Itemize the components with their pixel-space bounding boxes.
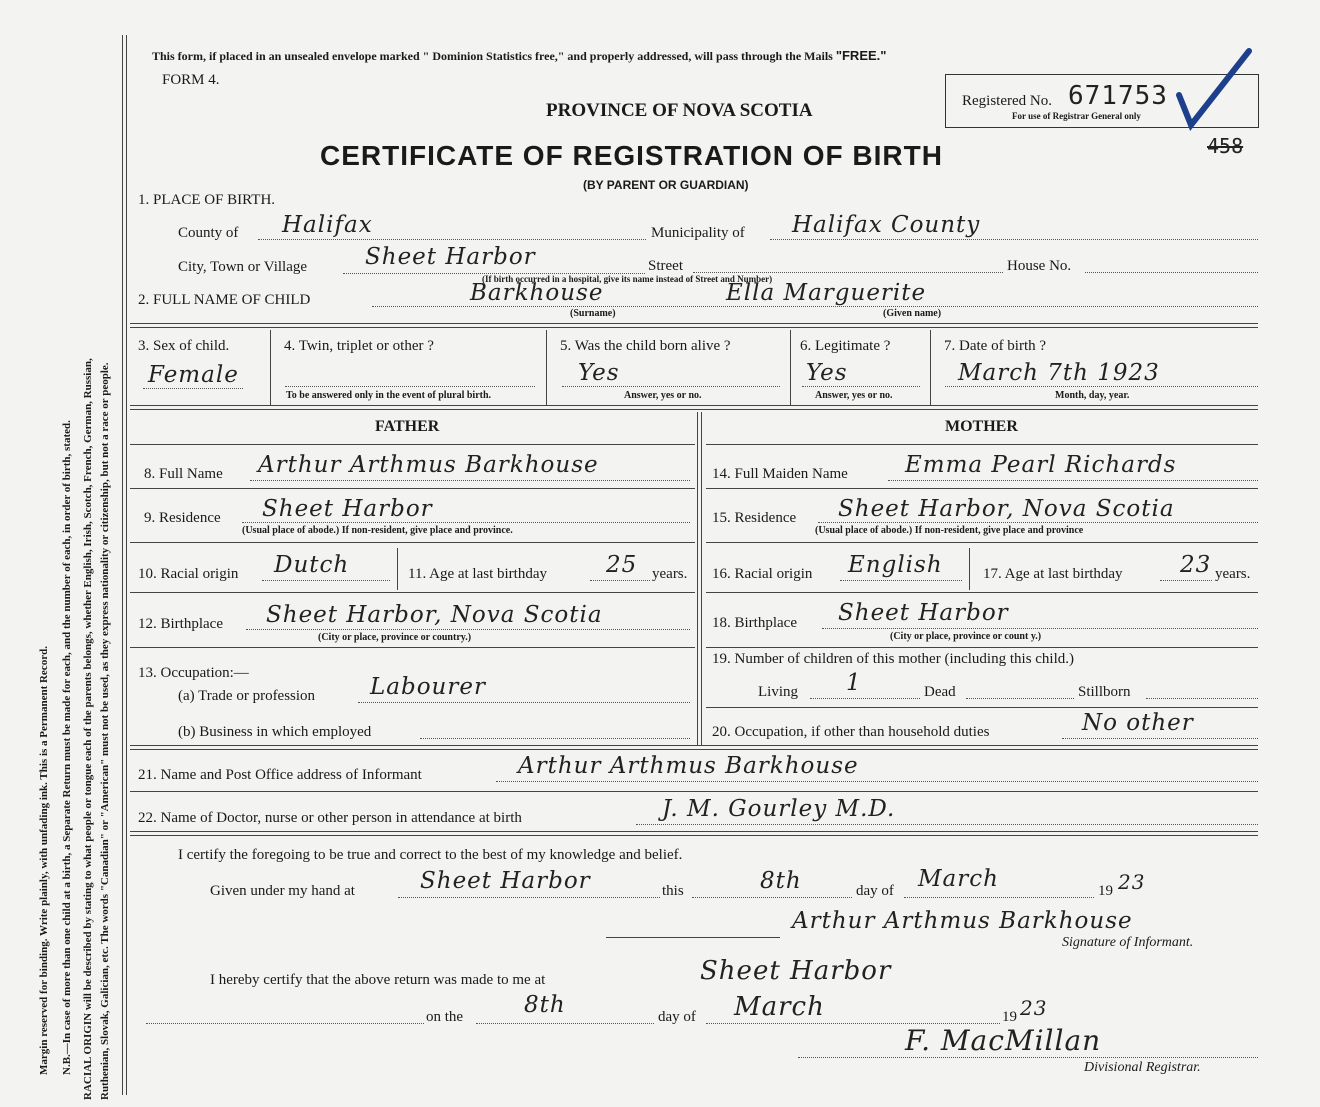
informant-label: 21. Name and Post Office address of Informant — [138, 767, 422, 783]
divider-row2 — [130, 323, 1258, 328]
child-name-label: 2. FULL NAME OF CHILD — [138, 292, 311, 308]
legitimate-value: Yes — [806, 360, 848, 386]
city-value: Sheet Harbor — [365, 244, 536, 270]
place-of-birth-heading: 1. PLACE OF BIRTH. — [138, 192, 276, 208]
registrar-day-line — [476, 1023, 654, 1024]
father-race-sep — [397, 548, 398, 590]
row3-sep-3 — [790, 330, 791, 405]
living-value: 1 — [846, 670, 862, 696]
living-line — [810, 698, 920, 699]
certificate-title: CERTIFICATE OF REGISTRATION OF BIRTH — [320, 140, 943, 171]
alive-label: 5. Was the child born alive ? — [560, 338, 731, 354]
registered-number: 671753 — [1068, 81, 1168, 111]
registrar-year-prefix: 19 — [1002, 1009, 1017, 1025]
father-residence-note: (Usual place of abode.) If non-resident, give place and province. — [242, 525, 513, 536]
registrar-signature: F. MacMillan — [905, 1024, 1102, 1057]
twin-note: To be answered only in the event of plural birth. — [286, 390, 492, 401]
father-heading-rule — [130, 444, 695, 445]
mother-rule-4 — [706, 647, 1258, 648]
mother-children-label: 19. Number of children of this mother (including this child.) — [712, 651, 1075, 667]
parents-column-divider — [697, 412, 702, 745]
informant-line — [496, 781, 1258, 782]
given-label: Given under my hand at — [210, 883, 355, 899]
postal-notice: This form, if placed in an unsealed envelope marked " Dominion Statistics free," and properly addressed, will pass through the Mails "FREE." — [152, 48, 887, 63]
surname-caption: (Surname) — [570, 308, 616, 319]
legitimate-line — [802, 386, 920, 387]
certificate-subtitle: (BY PARENT OR GUARDIAN) — [583, 178, 749, 192]
father-age-line — [590, 580, 650, 581]
father-birthplace-note: (City or place, province or country.) — [318, 632, 472, 643]
father-rule-3 — [130, 592, 695, 593]
twin-line — [285, 386, 535, 387]
father-residence-line — [242, 522, 690, 523]
dead-line — [966, 698, 1074, 699]
mother-age-value: 23 — [1180, 552, 1212, 578]
mother-occupation-label: 20. Occupation, if other than household duties — [712, 724, 990, 740]
father-birthplace-label: 12. Birthplace — [138, 616, 223, 632]
divider-21 — [130, 791, 1258, 792]
given-place-line — [398, 897, 660, 898]
mother-residence-note: (Usual place of abode.) If non-resident, give place and province — [815, 525, 1084, 536]
given-place-value: Sheet Harbor — [420, 868, 591, 894]
sex-value: Female — [148, 362, 239, 388]
mother-residence-label: 15. Residence — [712, 510, 797, 526]
registrar-signature-line — [798, 1057, 1258, 1058]
father-race-value: Dutch — [274, 552, 350, 578]
mother-name-line — [888, 480, 1258, 481]
father-trade-value: Labourer — [370, 674, 486, 700]
father-birthplace-line — [246, 629, 690, 630]
father-residence-label: 9. Residence — [144, 510, 221, 526]
mother-race-line — [840, 580, 962, 581]
divider-row3 — [130, 405, 1258, 410]
form-number: FORM 4. — [162, 72, 220, 88]
father-rule-4 — [130, 647, 695, 648]
mother-heading-rule — [706, 444, 1258, 445]
dob-line — [945, 386, 1258, 387]
dead-label: Dead — [924, 684, 956, 700]
mother-birthplace-line — [822, 628, 1258, 629]
legitimate-label: 6. Legitimate ? — [800, 338, 891, 354]
margin-note-4: Ruthenian, Slovak, Galician, etc. The words "Canadian" or "American" must not be used, as they express nationality or citizenship, but not a race or people. — [99, 362, 111, 1100]
father-age-unit: years. — [652, 566, 688, 582]
dob-value: March 7th 1923 — [958, 360, 1160, 386]
registered-label: Registered No. — [962, 93, 1052, 109]
row3-sep-4 — [930, 330, 931, 405]
father-trade-label: (a) Trade or profession — [178, 688, 316, 704]
crossed-number: 458 — [1207, 134, 1244, 158]
father-name-label: 8. Full Name — [144, 466, 223, 482]
registrar-place-value: Sheet Harbor — [700, 956, 892, 986]
cert-month-value: March — [918, 866, 999, 892]
dob-label: 7. Date of birth ? — [944, 338, 1047, 354]
registrar-month-value: March — [734, 992, 825, 1022]
mother-rule-1 — [706, 488, 1258, 489]
father-rule-2 — [130, 542, 695, 543]
mother-name-value: Emma Pearl Richards — [905, 452, 1177, 478]
mother-residence-value: Sheet Harbor, Nova Scotia — [838, 496, 1175, 522]
father-name-line — [250, 480, 690, 481]
alive-note: Answer, yes or no. — [624, 390, 702, 401]
divider-22 — [130, 831, 1258, 836]
registrar-note: For use of Registrar General only — [1012, 111, 1141, 121]
municipality-label: Municipality of — [651, 225, 745, 241]
child-surname: Barkhouse — [470, 280, 604, 306]
stillborn-label: Stillborn — [1078, 684, 1131, 700]
father-rule-1 — [130, 488, 695, 489]
city-label: City, Town or Village — [178, 259, 308, 275]
father-occupation-label: 13. Occupation:— — [138, 665, 249, 681]
municipality-line — [770, 239, 1258, 240]
father-trade-line — [358, 702, 690, 703]
alive-value: Yes — [578, 360, 620, 386]
this-label: this — [662, 883, 684, 899]
mother-age-unit: years. — [1215, 566, 1251, 582]
mother-birthplace-value: Sheet Harbor — [838, 600, 1009, 626]
sex-label: 3. Sex of child. — [138, 338, 230, 354]
check-mark-icon — [1171, 47, 1256, 132]
mother-age-line — [1160, 580, 1212, 581]
binding-margin — [0, 0, 125, 1107]
father-age-label: 11. Age at last birthday — [408, 566, 547, 582]
child-name-line — [372, 306, 1258, 307]
street-label: Street — [648, 258, 683, 274]
mother-occupation-line — [1062, 738, 1258, 739]
father-business-line — [420, 738, 690, 739]
mother-name-label: 14. Full Maiden Name — [712, 466, 848, 482]
doctor-line — [636, 824, 1258, 825]
legitimate-note: Answer, yes or no. — [815, 390, 893, 401]
registrar-year-value: 23 — [1020, 996, 1048, 1020]
father-age-value: 25 — [606, 552, 638, 578]
doctor-value: J. M. Gourley M.D. — [662, 796, 896, 822]
house-line — [1085, 272, 1258, 273]
mother-age-label: 17. Age at last birthday — [983, 566, 1123, 582]
given-caption: (Given name) — [883, 308, 942, 319]
twin-label: 4. Twin, triplet or other ? — [284, 338, 434, 354]
registered-box — [945, 74, 1259, 128]
cert-year-prefix: 19 — [1098, 883, 1113, 899]
margin-note-2: N.B.—In case of more than one child at a birth, a Separate Return must be made for each, and the number of each, in order of birth, stated. — [61, 420, 73, 1075]
dob-note: Month, day, year. — [1055, 390, 1130, 401]
county-label: County of — [178, 225, 239, 241]
mother-heading: MOTHER — [945, 418, 1018, 435]
registrar-day-of-label: day of — [658, 1009, 696, 1025]
mother-rule-5 — [706, 707, 1258, 708]
mother-rule-3 — [706, 592, 1258, 593]
divider-parents — [130, 745, 1258, 750]
living-label: Living — [758, 684, 798, 700]
mother-race-value: English — [848, 552, 943, 578]
mother-birthplace-label: 18. Birthplace — [712, 615, 797, 631]
hospital-note: (If birth occurred in a hospital, give its name instead of Street and Number) — [482, 274, 773, 284]
county-line — [258, 239, 646, 240]
child-given-name: Ella Marguerite — [726, 280, 927, 306]
certify-statement: I certify the foregoing to be true and correct to the best of my knowledge and belief. — [178, 847, 683, 863]
signature-line — [606, 937, 780, 938]
father-birthplace-value: Sheet Harbor, Nova Scotia — [266, 602, 603, 628]
cert-day-of-label: day of — [856, 883, 894, 899]
father-heading: FATHER — [375, 418, 440, 435]
row3-sep-1 — [270, 330, 271, 405]
mother-birthplace-note: (City or place, province or count y.) — [890, 631, 1042, 642]
mother-race-label: 16. Racial origin — [712, 566, 813, 582]
on-the-label: on the — [426, 1009, 464, 1025]
registrar-statement: I hereby certify that the above return was made to me at — [210, 972, 546, 988]
mother-rule-2 — [706, 542, 1258, 543]
row3-sep-2 — [546, 330, 547, 405]
registrar-day-value: 8th — [524, 992, 566, 1018]
stillborn-line — [1146, 698, 1258, 699]
father-name-value: Arthur Arthmus Barkhouse — [258, 452, 599, 478]
street-line — [693, 272, 1003, 273]
mother-occupation-value: No other — [1082, 710, 1194, 736]
mother-residence-line — [818, 522, 1258, 523]
county-value: Halifax — [282, 212, 373, 238]
father-race-line — [262, 580, 390, 581]
alive-line — [562, 386, 780, 387]
cert-year-value: 23 — [1118, 870, 1146, 894]
mother-race-sep — [969, 548, 970, 590]
registrar-lead-line — [146, 1023, 424, 1024]
informant-value: Arthur Arthmus Barkhouse — [518, 753, 859, 779]
doctor-label: 22. Name of Doctor, nurse or other person in attendance at birth — [138, 810, 522, 826]
informant-signature: Arthur Arthmus Barkhouse — [792, 908, 1133, 934]
margin-note-3: RACIAL ORIGIN will be described by stating to what people or tongue each of the parents belongs, whether English, Irish, Scotch, French, German, Russian, — [82, 358, 94, 1100]
signature-caption: Signature of Informant. — [1062, 935, 1194, 950]
father-race-label: 10. Racial origin — [138, 566, 239, 582]
house-label: House No. — [1007, 258, 1072, 274]
cert-day-value: 8th — [760, 868, 802, 894]
registrar-caption: Divisional Registrar. — [1084, 1060, 1201, 1075]
margin-rule — [122, 35, 127, 1095]
margin-note-1: Margin reserved for binding. Write plainly, with unfading ink. This is a Permanent Record. — [38, 646, 50, 1075]
province-heading: PROVINCE OF NOVA SCOTIA — [546, 100, 813, 121]
father-residence-value: Sheet Harbor — [262, 496, 433, 522]
municipality-value: Halifax County — [792, 212, 981, 238]
cert-day-line — [692, 897, 852, 898]
cert-month-line — [904, 897, 1094, 898]
sex-line — [143, 388, 243, 389]
father-business-label: (b) Business in which employed — [178, 724, 372, 740]
